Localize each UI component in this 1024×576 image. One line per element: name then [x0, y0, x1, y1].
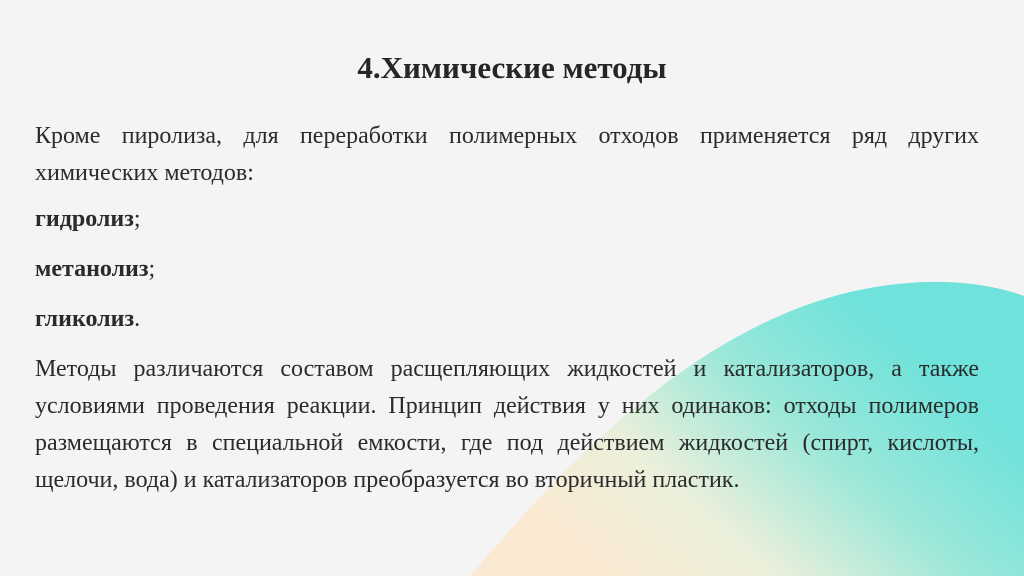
method-punctuation: . — [134, 306, 141, 332]
method-punctuation: ; — [133, 206, 141, 232]
intro-paragraph: Кроме пиролиза, для переработки полимерных отходов применяется ряд других химических методов: — [35, 123, 979, 186]
method-item-glycolysis — [35, 301, 979, 338]
slide-body — [35, 118, 979, 499]
method-name: метанолиз — [35, 256, 149, 282]
slide-title: 4.Химические методы — [357, 50, 667, 85]
method-name: гликолиз — [35, 306, 135, 332]
method-name: гидролиз — [35, 206, 134, 232]
method-item-methanolysis — [35, 251, 979, 288]
method-item-hydrolysis — [35, 201, 979, 238]
method-punctuation: ; — [148, 256, 156, 282]
description-paragraph: Методы различаются составом расщепляющих жидкостей и катализаторов, а также условиями проведения реакции. Принцип действия у них одинаков: отходы полимеров размещаются в специальной емкости, где под действием жидкостей (спирт, кислоты, щелочи, вода) и катализаторов преобразуется во вторичный пластик. — [35, 356, 979, 493]
